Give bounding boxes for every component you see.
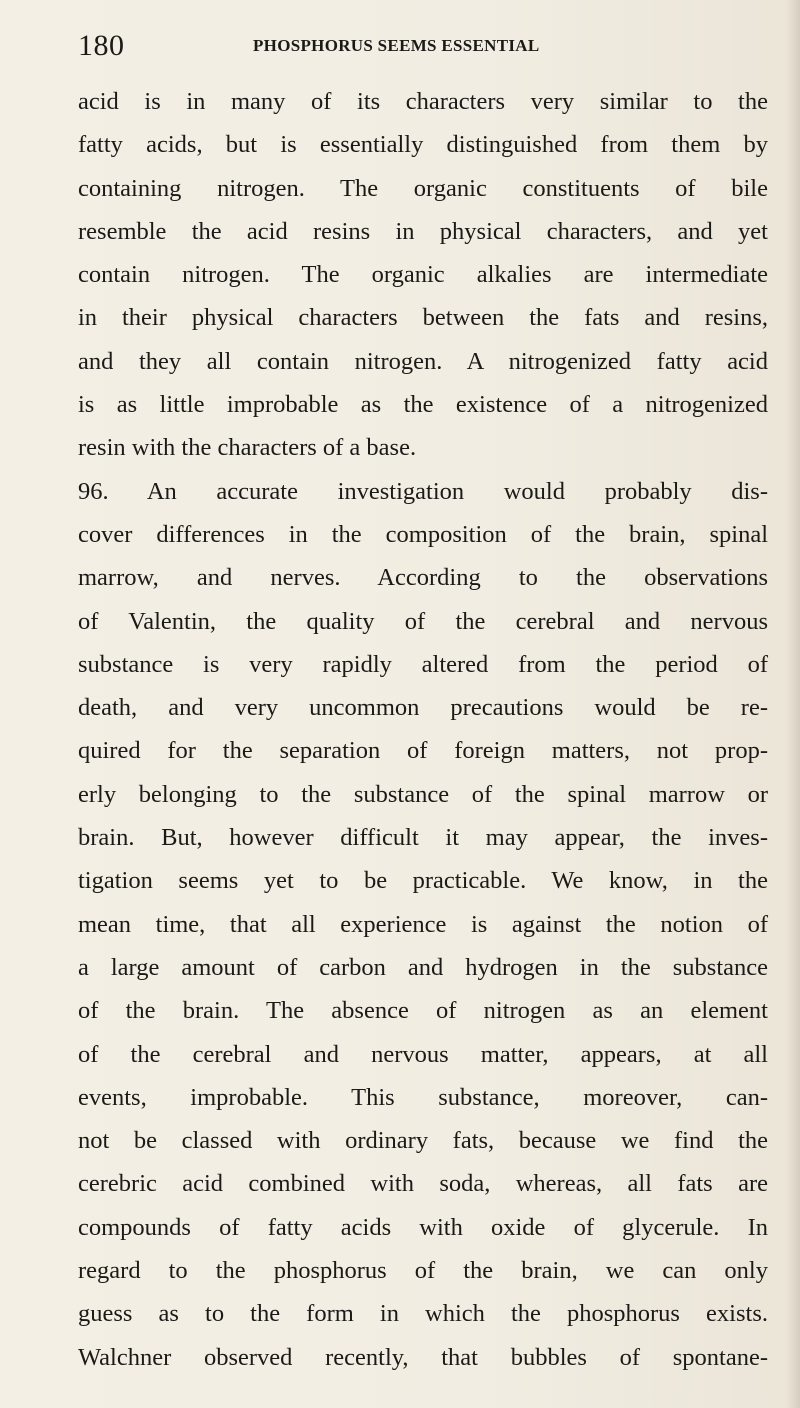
text-line: cover differences in the composition of the brain, spinal (78, 520, 768, 548)
text-line: Walchner observed recently, that bubbles of spontane- (78, 1343, 768, 1371)
text-line: in their physical characters between the fats and resins, (78, 304, 768, 332)
text-line: substance is very rapidly altered from the period of (78, 650, 768, 678)
text-line: containing nitrogen. The organic constituents of bile (78, 174, 768, 202)
text-line: compounds of fatty acids with oxide of glycerule. In (78, 1213, 768, 1241)
text-line: cerebric acid combined with soda, whereas, all fats are (78, 1170, 768, 1198)
text-line: not be classed with ordinary fats, because we find the (78, 1127, 768, 1155)
text-line: regard to the phosphorus of the brain, we can only (78, 1257, 768, 1285)
text-line: fatty acids, but is essentially distinguished from them by (78, 131, 768, 159)
text-line: resemble the acid resins in physical characters, and yet (78, 217, 768, 245)
running-head (78, 26, 768, 66)
text-line: is as little improbable as the existence of a nitrogenized (78, 391, 768, 419)
text-line: erly belonging to the substance of the spinal marrow or (78, 780, 768, 808)
running-title: PHOSPHORUS SEEMS ESSENTIAL (253, 36, 540, 55)
paragraph-end-line: resin with the characters of a base. (78, 434, 417, 462)
text-line: quired for the separation of foreign matters, not prop- (78, 737, 768, 765)
text-line: marrow, and nerves. According to the observations (78, 564, 768, 592)
text-line: of the cerebral and nervous matter, appears, at all (78, 1040, 768, 1068)
text-line: a large amount of carbon and hydrogen in the substance (78, 953, 768, 981)
text-line: guess as to the form in which the phosphorus exists. (78, 1300, 768, 1328)
text-line: and they all contain nitrogen. A nitrogenized fatty acid (78, 347, 768, 375)
text-line: brain. But, however difficult it may appear, the inves- (78, 824, 768, 852)
text-line: of the brain. The absence of nitrogen as an element (78, 997, 768, 1025)
text-line: tigation seems yet to be practicable. We know, in the (78, 867, 768, 895)
text-line: acid is in many of its characters very similar to the (78, 88, 768, 115)
text-line: of Valentin, the quality of the cerebral and nervous (78, 607, 768, 635)
text-line: contain nitrogen. The organic alkalies are intermediate (78, 261, 768, 289)
text-line: events, improbable. This substance, moreover, can- (78, 1083, 768, 1111)
body-text (78, 80, 768, 1379)
page-number: 180 (78, 29, 125, 62)
page-edge-shadow (786, 0, 800, 1408)
paragraph-start-line: 96. An accurate investigation would probably dis- (78, 477, 768, 505)
text-line: death, and very uncommon precautions would be re- (78, 694, 768, 722)
text-line: mean time, that all experience is against the notion of (78, 910, 768, 938)
